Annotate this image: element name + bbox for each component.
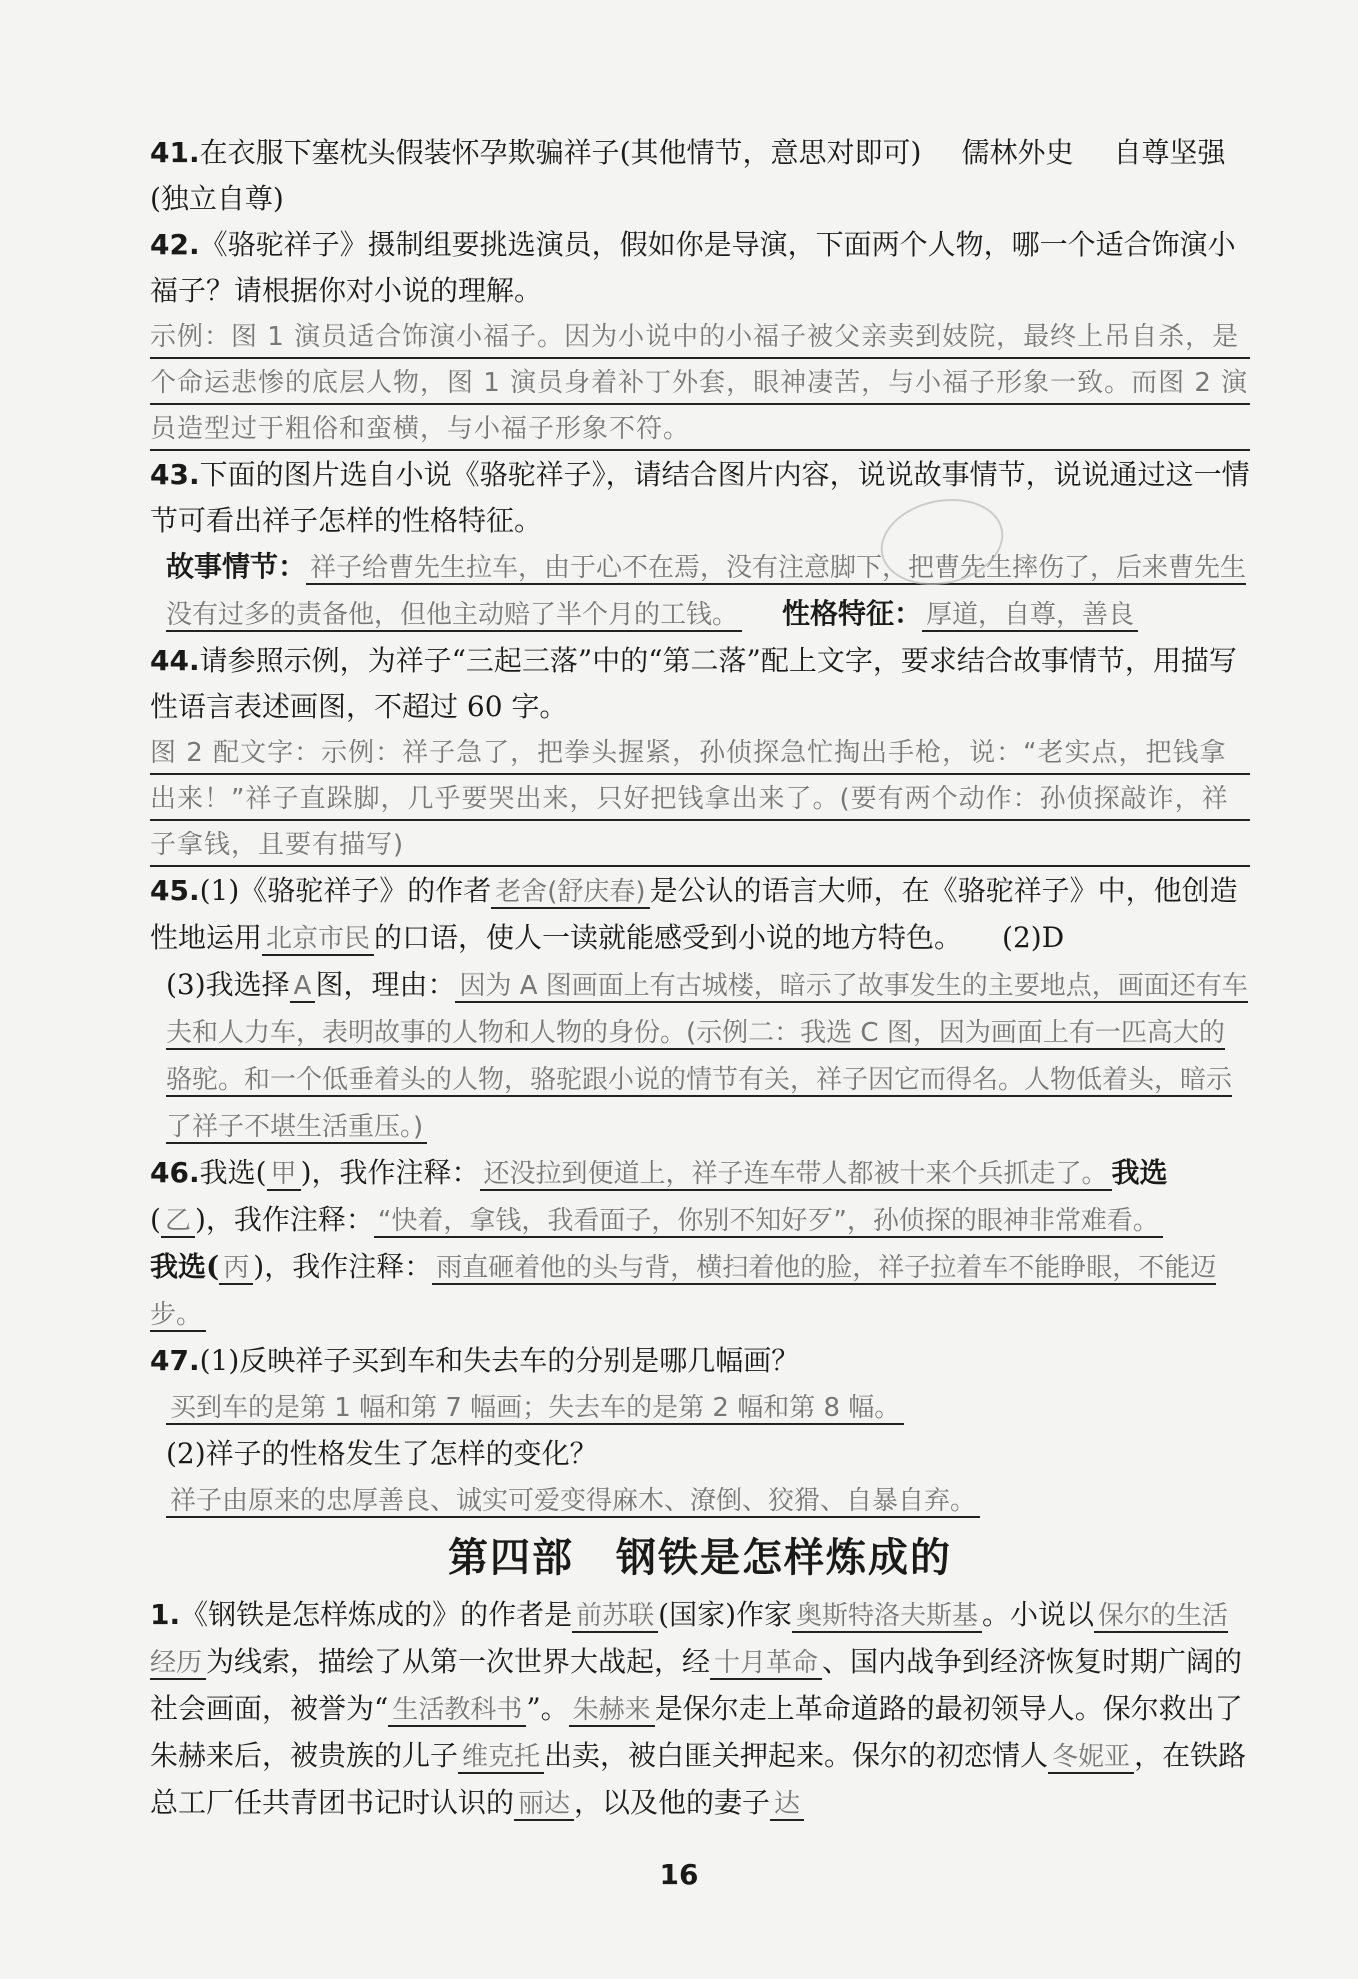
question-number: 47.: [150, 1344, 200, 1377]
answer-wife: 达: [770, 1789, 804, 1821]
question-1: [150, 1592, 1250, 1827]
choice-1: 甲: [267, 1159, 301, 1191]
trait-label: 性格特征：: [782, 597, 923, 630]
question-41: [150, 130, 1250, 222]
question-number: 1.: [150, 1598, 181, 1631]
question-text: 、国内战争到经济恢复时期广阔的社会画面，被誉为“: [150, 1645, 1243, 1725]
question-text: (3)我选择: [166, 968, 290, 1001]
question-47-2: (2)祥子的性格发生了怎样的变化？: [166, 1437, 598, 1470]
question-number: 43.: [150, 458, 200, 491]
question-number: 46.: [150, 1156, 200, 1189]
question-46-line-3: [150, 1244, 1250, 1338]
answer-author: 老舍(舒庆春): [491, 877, 649, 909]
question-number: 44.: [150, 644, 200, 677]
question-text: 图，理由：: [315, 968, 456, 1001]
answer-praise: 生活教科书: [388, 1695, 526, 1727]
question-45-part-3: [150, 962, 1250, 1150]
answer-author: 奥斯特洛夫斯基: [792, 1601, 982, 1633]
question-46: [150, 1150, 1250, 1197]
question-text: 是公认的语言大师，在《骆驼祥子》中，他创造性地运用: [150, 874, 1238, 954]
note-3: 雨直砸着他的头与背，横扫着他的脸，祥子拉着车不能睁眼，不能迈步。: [150, 1253, 1217, 1330]
answer-choice: A: [290, 971, 316, 1003]
page-content: [150, 130, 1250, 1827]
question-text: (1)《骆驼祥子》的作者: [199, 874, 492, 907]
question-number: 41.: [150, 136, 200, 169]
trait-answer: 厚道，自尊，善良: [922, 600, 1138, 632]
question-text: )，我作注释：: [194, 1203, 374, 1236]
question-text: )，我作注释：: [300, 1156, 480, 1189]
answer-first-love: 冬妮亚: [1048, 1742, 1134, 1774]
question-45: [150, 868, 1250, 962]
question-number: 45.: [150, 874, 200, 907]
question-text: 《钢铁是怎样炼成的》的作者是: [180, 1598, 573, 1631]
question-text: ”。: [526, 1692, 569, 1725]
question-44: [150, 638, 1250, 730]
question-text: 我选(: [199, 1156, 267, 1189]
answer-leader: 朱赫来: [569, 1695, 655, 1727]
question-text: 。小说以: [982, 1598, 1095, 1631]
answer-trait: 自尊坚强(独立自尊): [150, 136, 1226, 215]
question-text: ，在铁路总工厂任共青团书记时认识的: [150, 1739, 1247, 1819]
answer-country: 前苏联: [572, 1601, 658, 1633]
answer-47-1: [150, 1384, 1250, 1431]
question-text: 我选: [1111, 1156, 1168, 1189]
question-text: )，我作注释：: [253, 1250, 433, 1283]
question-43: [150, 452, 1250, 544]
answer-42: 示例：图 1 演员适合饰演小福子。因为小说中的小福子被父亲卖到妓院，最终上吊自杀，是个命运悲惨的底层人物，图 1 演员身着补丁外套，眼神凄苦，与小福子形象一致。而图 2 演员造型过于粗俗和蛮横，与小福子形象不符。: [150, 314, 1250, 452]
plot-answer: 祥子给曹先生拉车，由于心不在焉，没有注意脚下，把曹先生摔伤了，后来曹先生没有过多的责备他，但他主动赔了半个月的工钱。: [166, 553, 1247, 630]
question-text: 下面的图片选自小说《骆驼祥子》，请结合图片内容，说说故事情节，说说通过这一情节可看出祥子怎样的性格特征。: [150, 458, 1250, 537]
answer-traitor: 维克托: [458, 1742, 544, 1774]
question-text: 我选(: [150, 1250, 220, 1283]
answer-book: 儒林外史: [961, 136, 1074, 169]
note-1: 还没拉到便道上，祥子连车带人都被十来个兵抓走了。: [480, 1159, 1112, 1191]
question-text: ，以及他的妻子: [574, 1786, 771, 1819]
question-text: 是保尔走上革命道路的最初领导人。保尔救出了朱赫来后，被贵族的儿子: [150, 1692, 1243, 1772]
answer-47-2: [150, 1477, 1250, 1524]
section-title: 第四部 钢铁是怎样炼成的: [448, 1535, 952, 1581]
answer-reason: 因为 A 图画面上有古城楼，暗示了故事发生的主要地点，画面还有车夫和人力车，表明故事的人物和人物的身份。(示例二：我选 C 图，因为画面上有一匹高大的骆驼。和一个低垂着头的人物，骆驼跟小说的情节有关，祥子因它而得名。人物低着头，暗示了祥子不堪生活重压。): [166, 971, 1248, 1142]
answer-44: 图 2 配文字：示例：祥子急了，把拳头握紧，孙侦探急忙掏出手枪，说：“老实点，把钱拿出来！”祥子直跺脚，几乎要哭出来，只好把钱拿出来了。(要有两个动作：孙侦探敲诈，祥子拿钱，且要有描写): [150, 730, 1250, 868]
question-text: 出卖，被白匪关押起来。保尔的初恋情人: [544, 1739, 1049, 1772]
answer-text: 买到车的是第 1 幅和第 7 幅画；失去车的是第 2 幅和第 8 幅。: [166, 1393, 904, 1425]
page-number: 16: [659, 1858, 699, 1891]
question-text: 的口语，使人一读就能感受到小说的地方特色。: [374, 921, 963, 954]
answer-revolution: 十月革命: [710, 1648, 822, 1680]
note-2: “快着，拿钱，我看面子，你别不知好歹”，孙侦探的眼神非常难看。: [374, 1206, 1163, 1238]
answer-43: [150, 544, 1250, 638]
question-text: 请参照示例，为祥子“三起三落”中的“第二落”配上文字，要求结合故事情节，用描写性语言表述画图，不超过 60 字。: [150, 644, 1237, 723]
question-text: 为线索，描绘了从第一次世界大战起，经: [206, 1645, 711, 1678]
question-47: [150, 1338, 1250, 1384]
question-text: 《骆驼祥子》摄制组要挑选演员，假如你是导演，下面两个人物，哪一个适合饰演小福子？请根据你对小说的理解。: [150, 228, 1236, 307]
question-46-line-2: ( 乙 )，我作注释： “快着，拿钱，我看面子，你别不知好歹”，孙侦探的眼神非常难看。: [150, 1197, 1250, 1244]
choice-2: 乙: [161, 1206, 195, 1238]
question-text: (1)反映祥子买到车和失去车的分别是哪几幅画？: [199, 1344, 800, 1377]
question-42: [150, 222, 1250, 314]
answer-clue: 保尔的生活经历: [150, 1601, 1229, 1678]
answer-text: 祥子由原来的忠厚善良、诚实可爱变得麻木、潦倒、狡猾、自暴自弃。: [166, 1486, 980, 1518]
question-number: 42.: [150, 228, 200, 261]
plot-label: 故事情节：: [166, 550, 307, 583]
answer-mcq: (2)D: [1002, 921, 1065, 954]
question-text: (国家)作家: [658, 1598, 793, 1631]
question-text: 在衣服下塞枕头假装怀孕欺骗祥子(其他情节，意思对即可): [199, 136, 922, 169]
choice-3: 丙: [219, 1253, 253, 1285]
answer-language: 北京市民: [262, 924, 374, 956]
answer-rida: 丽达: [514, 1789, 574, 1821]
